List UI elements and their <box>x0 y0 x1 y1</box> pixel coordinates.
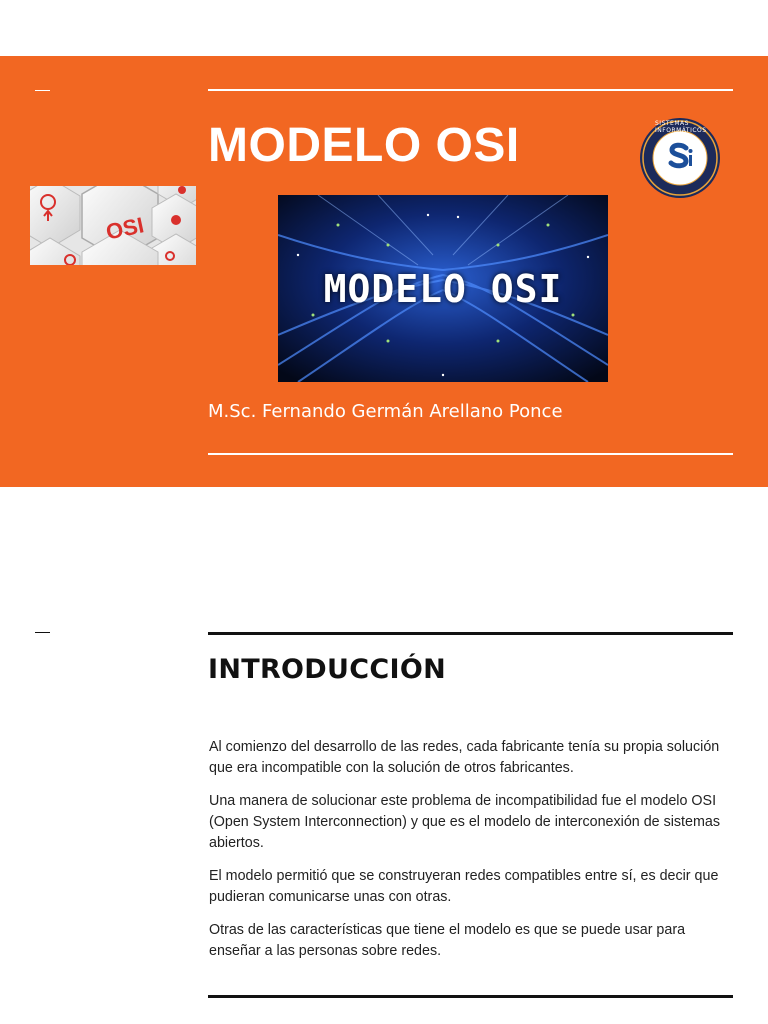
slide-marker-dash <box>35 632 50 633</box>
introduction-slide <box>0 600 768 1024</box>
banner-title: MODELO OSI <box>323 266 563 311</box>
top-divider <box>208 632 733 635</box>
server-cables-banner <box>278 195 608 382</box>
bottom-divider <box>208 995 733 998</box>
paragraph: El modelo permitió que se construyeran redes compatibles entre sí, es decir que pudieran comunicarse unas con otras. <box>209 868 719 905</box>
slide-marker-dash <box>35 90 50 91</box>
author-name: M.Sc. Fernando Germán Arellano Ponce <box>208 401 563 422</box>
section-heading: INTRODUCCIÓN <box>208 654 446 685</box>
body-text <box>209 737 729 974</box>
slide-title: MODELO OSI <box>208 119 520 172</box>
bottom-divider <box>208 453 733 455</box>
paragraph: Una manera de solucionar este problema de incompatibilidad fue el modelo OSI (Open System Interconnection) y que es el modelo de interconexión de sistemas abiertos. <box>209 793 720 851</box>
osi-hexagon-thumbnail <box>30 186 196 265</box>
thumbnail-osi-label: OSI <box>103 212 146 245</box>
title-slide <box>0 56 768 487</box>
paragraph: Al comienzo del desarrollo de las redes, cada fabricante tenía su propia solución que era incompatible con la solución de otros fabricantes. <box>209 739 720 776</box>
top-divider <box>208 89 733 91</box>
sistemas-informaticos-logo <box>639 117 721 199</box>
paragraph: Otras de las características que tiene el modelo es que se puede usar para enseñar a las personas sobre redes. <box>209 922 686 959</box>
logo-text: SISTEMAS INFORMÁTICOS <box>655 120 707 134</box>
